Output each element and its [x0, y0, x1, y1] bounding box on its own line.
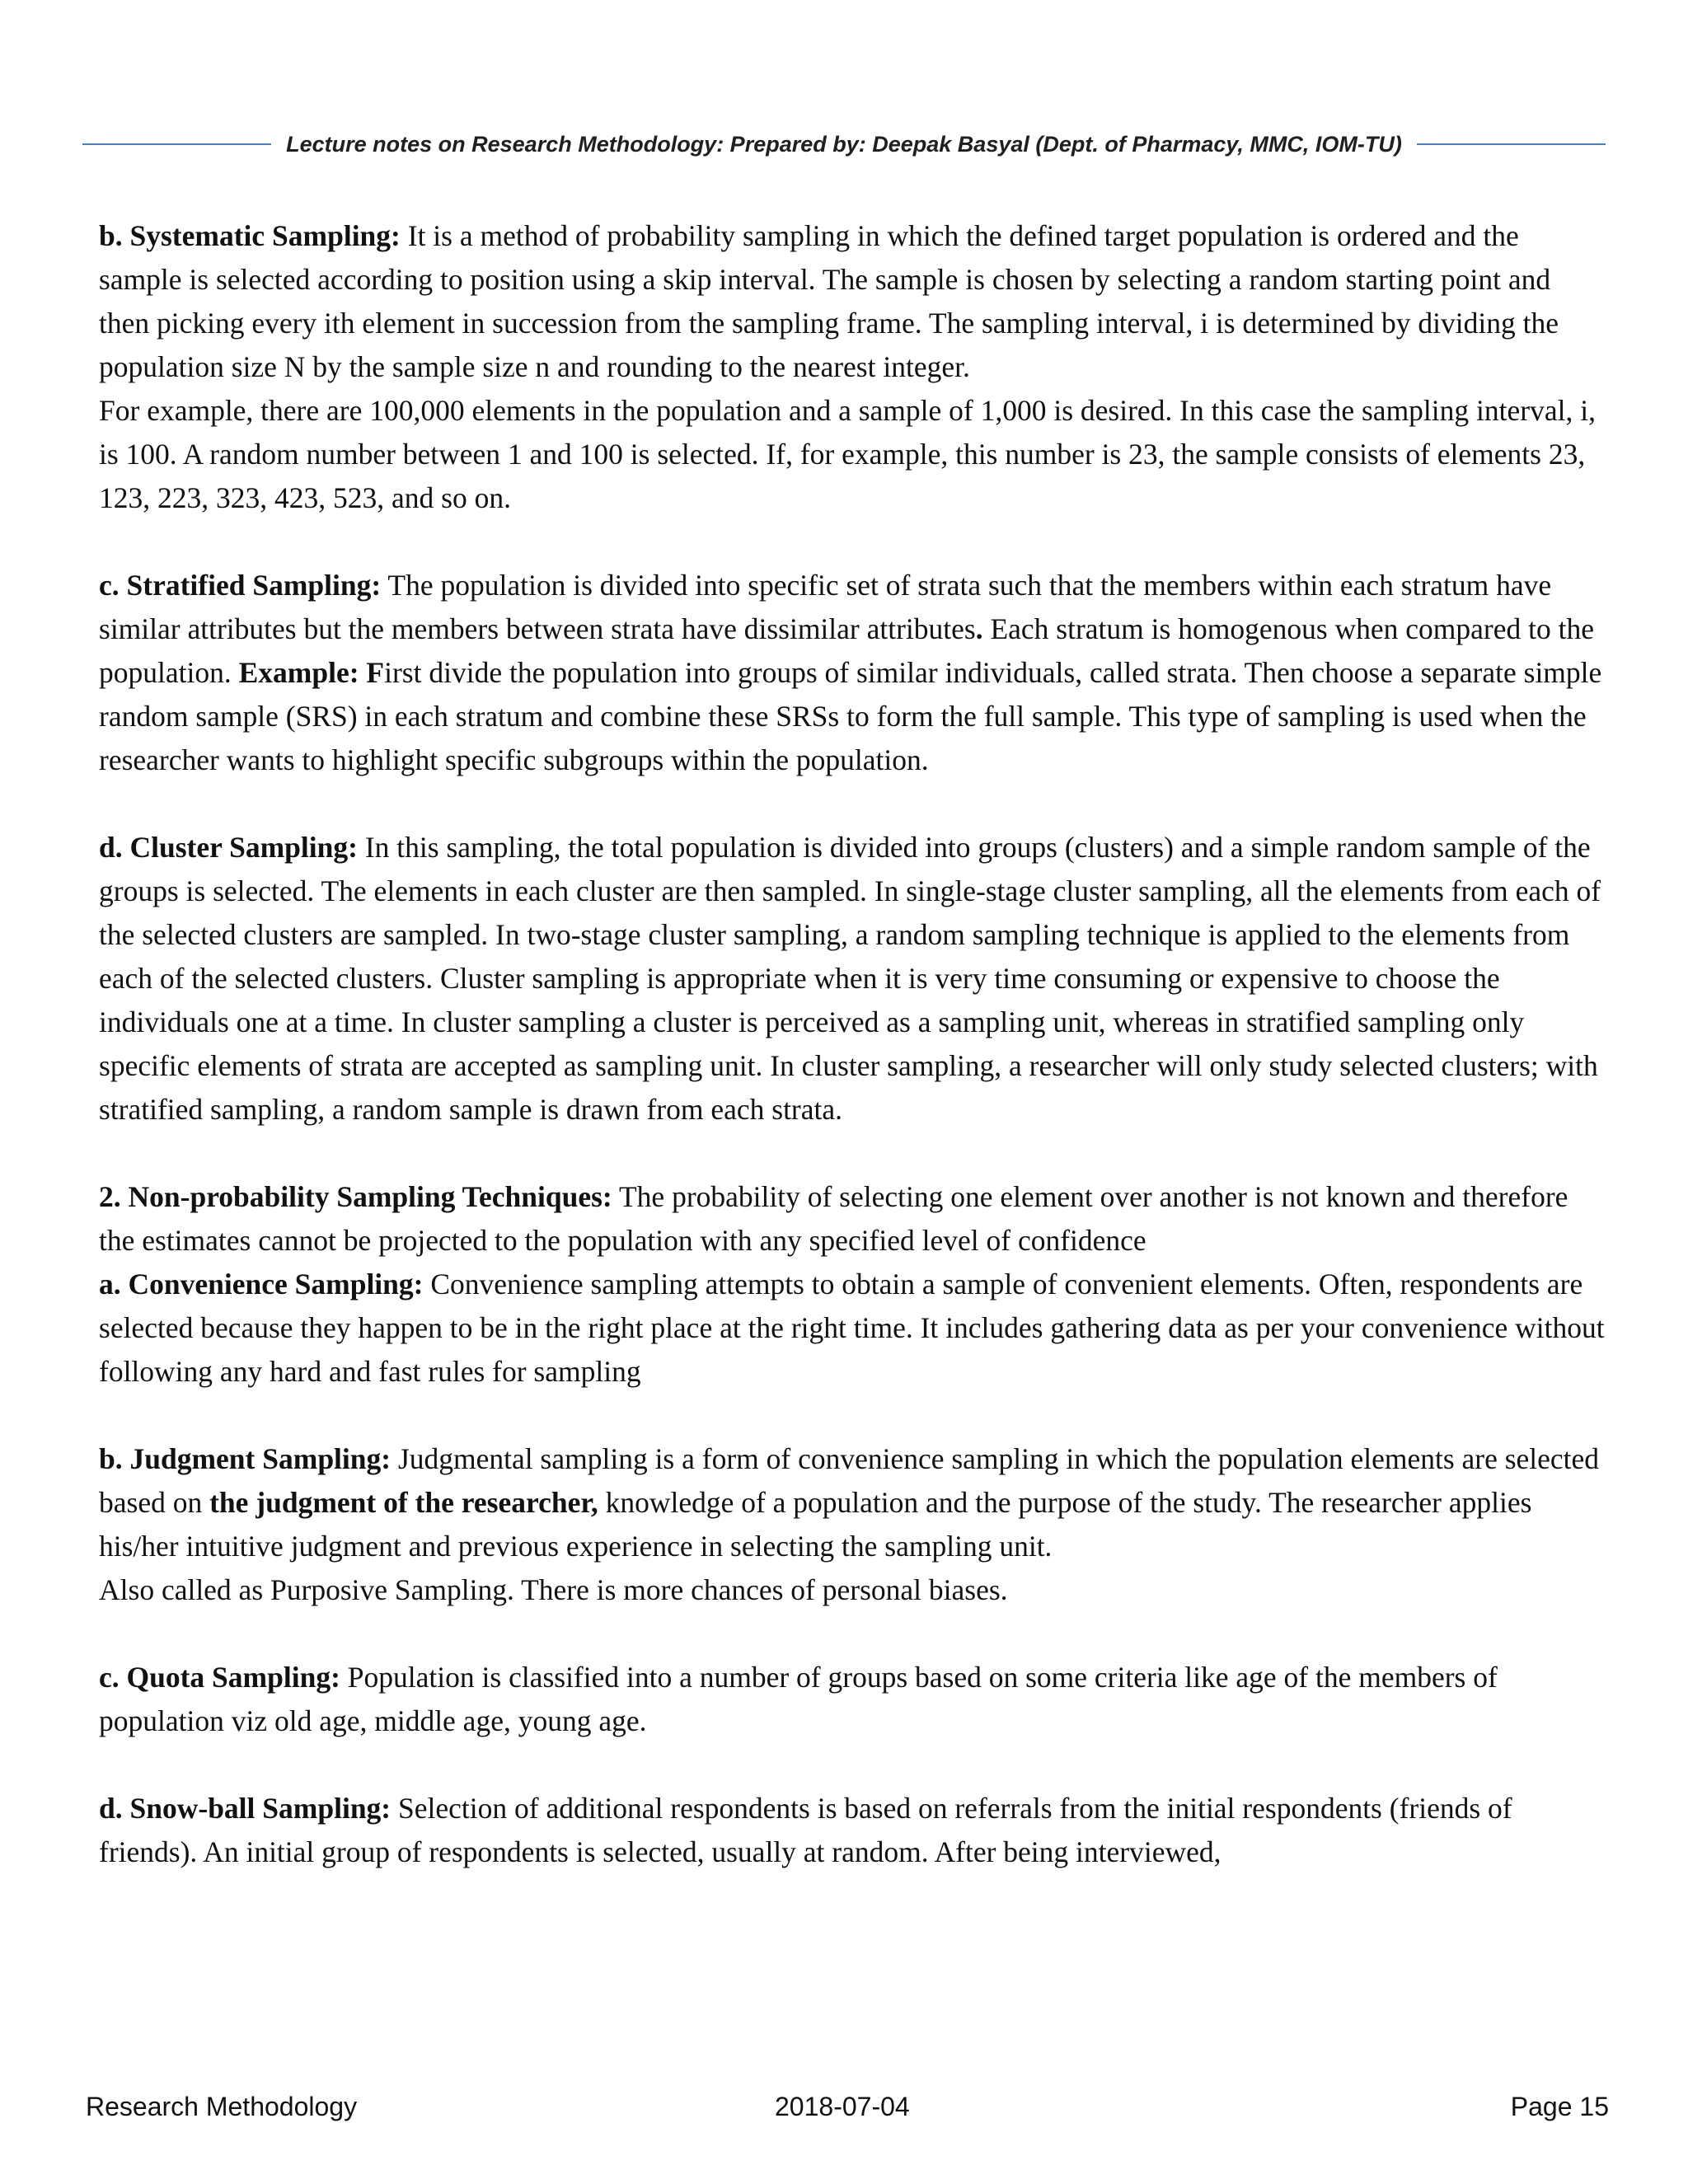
paragraph-convenience-sampling — [99, 1263, 1607, 1394]
footer-page-number: Page 15 — [1510, 2092, 1609, 2121]
heading-cluster-sampling: d. Cluster Sampling: — [99, 831, 358, 864]
text-non-probability: The probability of selecting one element over another is not known and therefore the estimates cannot be projected to the population with any specified level of confidence — [99, 1180, 1568, 1257]
text-systematic-sampling: It is a method of probability sampling in which the defined target population is ordered and the sample is selected according to position using a skip interval. The sample is chosen by selecting a random starting point and then picking every ith element in succession from the sampling frame. The sampling interval, i is determined by dividing the population size N by the sample size n and rounding to the nearest integer. — [99, 219, 1559, 383]
paragraph-judgment-sampling — [99, 1437, 1607, 1568]
paragraph-stratified-sampling — [99, 564, 1607, 782]
text-quota-sampling: Population is classified into a number of groups based on some criteria like age of the members of population viz old age, middle age, young age. — [99, 1661, 1498, 1737]
paragraph-systematic-sampling — [99, 214, 1607, 389]
paragraph-systematic-example: For example, there are 100,000 elements in the population and a sample of 1,000 is desired. In this case the sampling interval, i, is 100. A random number between 1 and 100 is selected. If, for example, this number is 23, the sample consists of elements 23, 123, 223, 323, 423, 523, and so on. — [99, 394, 1596, 514]
running-header — [82, 128, 1606, 161]
paragraph-judgment-note: Also called as Purposive Sampling. There is more chances of personal biases. — [99, 1573, 1008, 1606]
text-judgment-part2: knowledge of a population and the purpose of the study. The researcher applies his/her intuitive judgment and previous experience in selecting the sampling unit. — [99, 1486, 1532, 1563]
heading-snowball-sampling: d. Snow-ball Sampling: — [99, 1792, 392, 1825]
text-stratified-part1: The population is divided into specific set of strata such that the members within each stratum have similar attributes but the members between strata have dissimilar attributes — [99, 569, 1552, 645]
header-rule-left — [82, 143, 271, 145]
text-snowball-sampling: Selection of additional respondents is based on referrals from the initial respondents (friends of friends). An initial group of respondents is selected, usually at random. After being interviewed, — [99, 1792, 1512, 1868]
paragraph-cluster-sampling — [99, 826, 1607, 1132]
heading-convenience-sampling: a. Convenience Sampling: — [99, 1268, 424, 1301]
page-body — [99, 214, 1607, 1874]
footer-date: 2018-07-04 — [775, 2092, 910, 2121]
heading-systematic-sampling: b. Systematic Sampling: — [99, 219, 401, 252]
text-judgment-part1: Judgmental sampling is a form of convenience sampling in which the population elements are selected based on — [99, 1442, 1600, 1519]
heading-stratified-sampling: c. Stratified Sampling: — [99, 569, 382, 602]
heading-judgment-sampling: b. Judgment Sampling: — [99, 1442, 392, 1475]
bold-judgment-phrase: the judgment of the researcher, — [209, 1486, 598, 1519]
header-rule-right — [1417, 143, 1606, 145]
heading-non-probability: 2. Non-probability Sampling Techniques: — [99, 1180, 612, 1213]
text-convenience-sampling: Convenience sampling attempts to obtain a sample of convenient elements. Often, respondents are selected because they happen to be in the right place at the right time. It includes gathering data as per your convenience without following any hard and fast rules for sampling — [99, 1268, 1605, 1388]
paragraph-quota-sampling — [99, 1656, 1607, 1743]
footer-left-title: Research Methodology — [86, 2092, 358, 2121]
bold-period: . — [975, 612, 983, 645]
text-stratified-part2: Each stratum is homogenous when compared to the population. — [99, 612, 1594, 689]
paragraph-non-probability — [99, 1175, 1607, 1263]
example-label: Example: F — [238, 656, 385, 689]
header-title: Lecture notes on Research Methodology: Prepared by: Deepak Basyal (Dept. of Pharmacy, MMC, IOM-TU) — [286, 131, 1402, 157]
text-cluster-sampling: In this sampling, the total population is divided into groups (clusters) and a simple random sample of the groups is selected. The elements in each cluster are then sampled. In single-stage cluster sampling, all the elements from each of the selected clusters are sampled. In two-stage cluster sampling, a random sampling technique is applied to the elements from each of the selected clusters. Cluster sampling is appropriate when it is very time consuming or expensive to choose the individuals one at a time. In cluster sampling a cluster is perceived as a sampling unit, whereas in stratified sampling only specific elements of strata are accepted as sampling unit. In cluster sampling, a researcher will only study selected clusters; with stratified sampling, a random sample is drawn from each strata. — [99, 831, 1601, 1126]
heading-quota-sampling: c. Quota Sampling: — [99, 1661, 340, 1694]
paragraph-snowball-sampling — [99, 1787, 1607, 1874]
text-stratified-part3: irst divide the population into groups of similar individuals, called strata. Then choose a separate simple random sample (SRS) in each stratum and combine these SRSs to form the full sample. This type of sampling is used when the researcher wants to highlight specific subgroups within the population. — [99, 656, 1602, 776]
page-footer — [86, 2092, 1609, 2128]
